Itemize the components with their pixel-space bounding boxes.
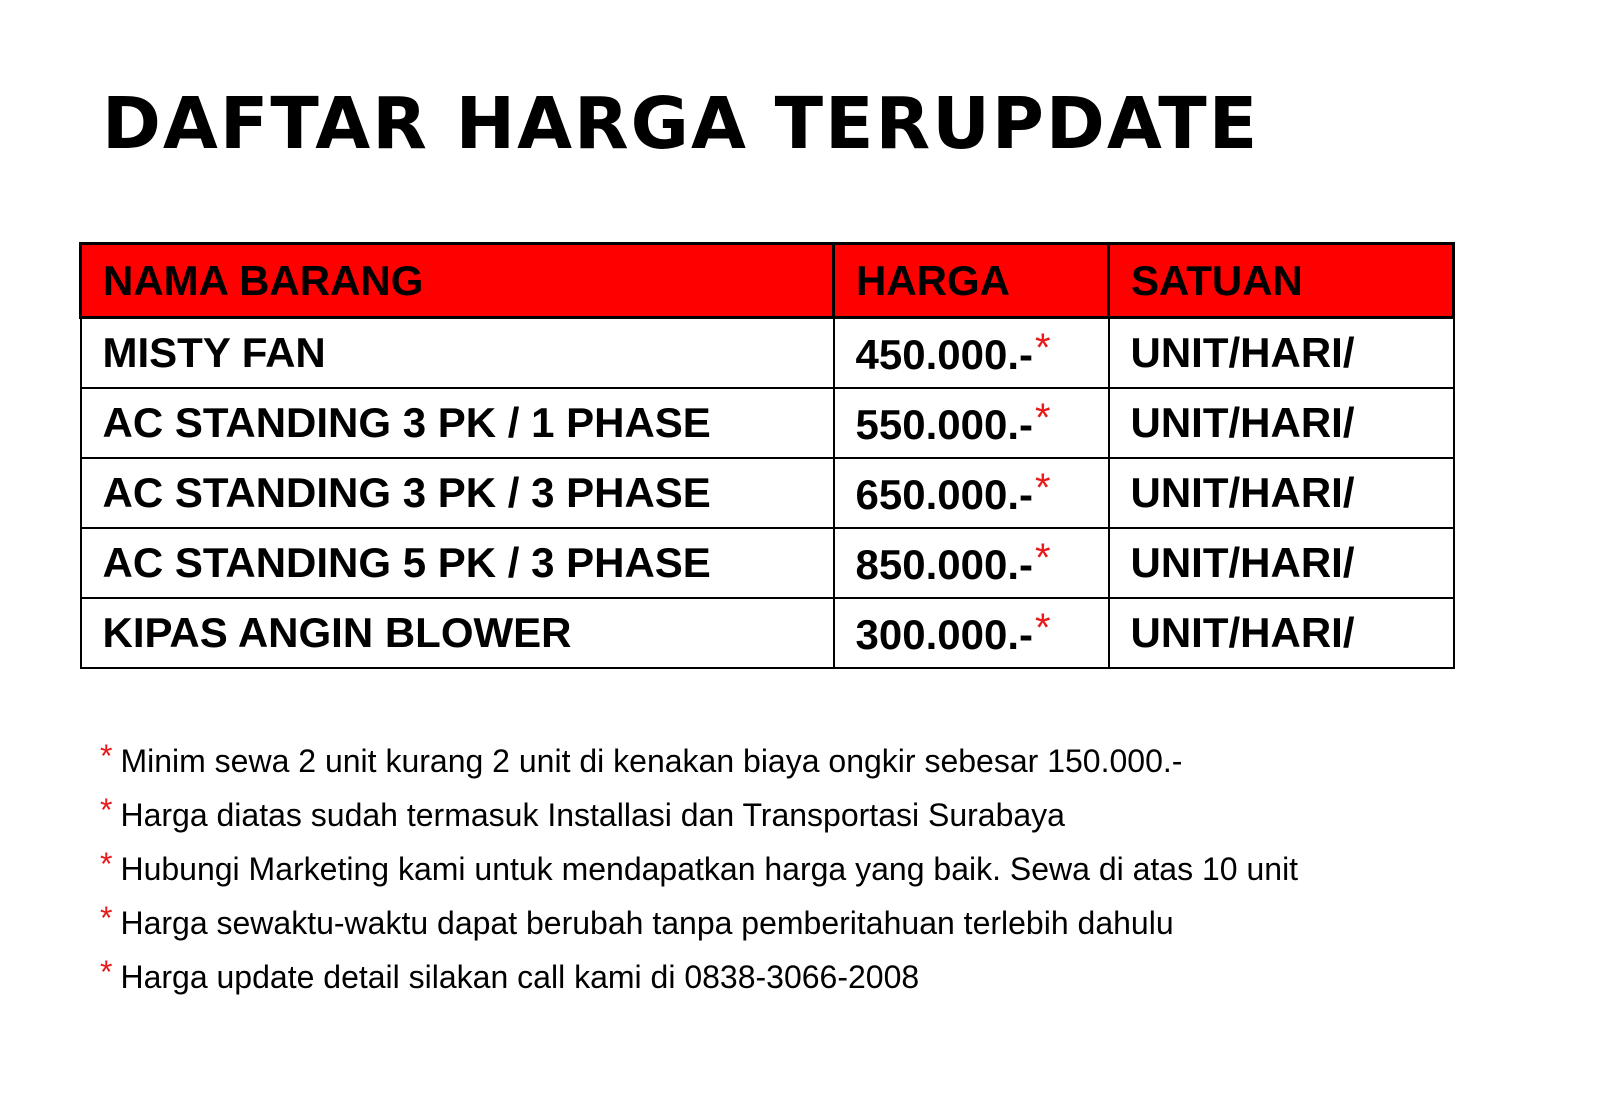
header-satuan: SATUAN [1109,244,1454,318]
item-unit: UNIT/HARI/ [1109,458,1454,528]
note-item [100,899,1298,953]
note-text: Harga sewaktu-waktu dapat berubah tanpa pemberitahuan terlebih dahulu [120,905,1174,941]
item-name: AC STANDING 3 PK / 3 PHASE [81,458,834,528]
notes-list [100,737,1298,1007]
item-unit: UNIT/HARI/ [1109,388,1454,458]
note-asterisk: * [100,954,113,990]
item-price: 650.000.- [855,471,1033,518]
note-item [100,791,1298,845]
item-price-cell [834,318,1109,388]
note-text: Hubungi Marketing kami untuk mendapatkan harga yang baik. Sewa di atas 10 unit [120,851,1299,887]
price-asterisk: * [1034,536,1051,580]
table-row [81,598,1454,668]
price-asterisk: * [1034,326,1051,371]
note-asterisk: * [100,846,113,882]
item-name: AC STANDING 5 PK / 3 PHASE [81,528,834,598]
header-harga: HARGA [834,244,1109,318]
table-row [81,388,1454,458]
table-row [81,528,1454,598]
table-row [81,318,1454,388]
price-asterisk: * [1034,466,1051,510]
item-name: AC STANDING 3 PK / 1 PHASE [81,388,834,458]
item-price: 550.000.- [855,401,1033,448]
note-asterisk: * [100,900,113,936]
item-unit: UNIT/HARI/ [1109,318,1454,388]
note-asterisk: * [100,792,113,828]
note-item [100,845,1298,899]
item-price-cell [834,458,1109,528]
item-price-cell [834,388,1109,458]
note-item [100,953,1298,1007]
note-text: Harga diatas sudah termasuk Installasi dan Transportasi Surabaya [120,797,1065,833]
header-nama-barang: NAMA BARANG [81,244,834,318]
table-header-row [81,244,1454,318]
item-price: 850.000.- [855,541,1033,588]
price-asterisk: * [1034,606,1051,650]
item-name: KIPAS ANGIN BLOWER [81,598,834,668]
price-table [79,242,1455,669]
item-price-cell [834,528,1109,598]
price-asterisk: * [1034,396,1051,440]
item-price-cell [834,598,1109,668]
item-price: 450.000.- [855,331,1033,379]
table-row [81,458,1454,528]
item-price: 300.000.- [855,611,1033,658]
note-text: Minim sewa 2 unit kurang 2 unit di kenakan biaya ongkir sebesar 150.000.- [120,743,1183,779]
item-unit: UNIT/HARI/ [1109,528,1454,598]
note-text: Harga update detail silakan call kami di 0838-3066-2008 [120,959,920,995]
note-asterisk: * [100,738,113,774]
page-title: DAFTAR HARGA TERUPDATE [102,82,1260,165]
item-name: MISTY FAN [81,318,834,388]
item-unit: UNIT/HARI/ [1109,598,1454,668]
note-item [100,737,1298,791]
